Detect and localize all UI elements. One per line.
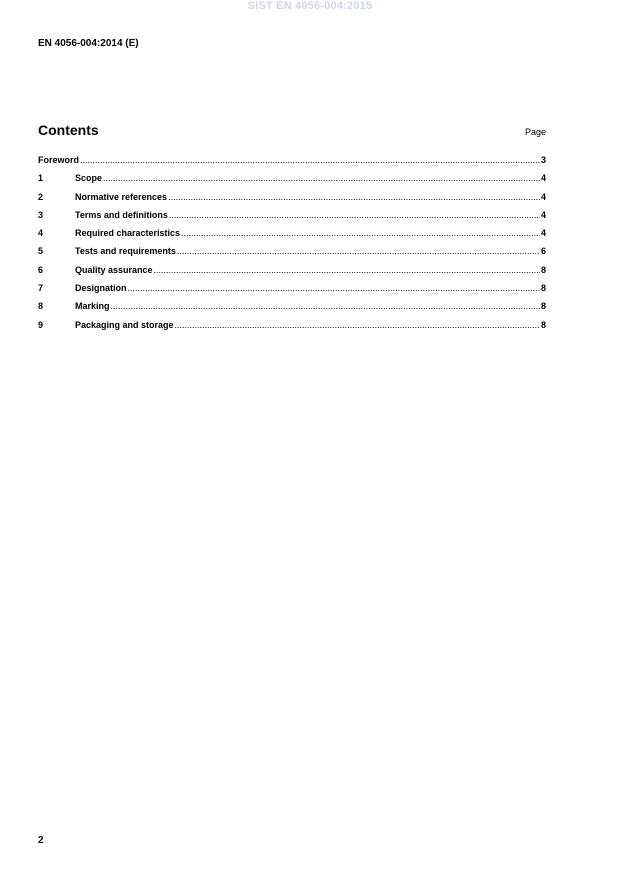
toc-entry-number: 5	[38, 246, 44, 257]
toc-entry-number: 8	[38, 301, 44, 312]
toc-entry-number: 3	[38, 209, 44, 220]
document-id: EN 4056-004:2014 (E)	[38, 38, 139, 49]
toc-entry-page[interactable]: 8	[540, 319, 546, 330]
toc-entry-page[interactable]: 4	[540, 228, 546, 239]
toc-leader-dots	[154, 265, 540, 275]
page-number: 2	[38, 835, 44, 846]
contents-title: Contents	[38, 122, 99, 138]
toc-entry-label[interactable]: Tests and requirements	[75, 246, 176, 257]
toc-entry-label[interactable]: Foreword	[38, 155, 80, 165]
toc-entry-number: 9	[38, 319, 44, 330]
toc-entry-required-characteristics[interactable]	[38, 228, 546, 246]
toc-entry-terms-and-definitions[interactable]	[38, 210, 546, 228]
toc-entry-label[interactable]: Marking	[75, 301, 110, 312]
toc-entry-page[interactable]: 8	[540, 264, 546, 275]
toc-entry-number: 7	[38, 283, 44, 294]
toc-entry-page[interactable]: 4	[540, 173, 546, 184]
contents-header	[38, 122, 546, 138]
toc-leader-dots	[103, 173, 540, 183]
toc-leader-dots	[168, 192, 540, 202]
toc-entry-page[interactable]: 6	[540, 246, 546, 257]
toc-entry-number: 1	[38, 173, 44, 184]
toc-leader-dots	[169, 210, 540, 220]
page-column-label: Page	[524, 127, 546, 137]
toc-entry-page[interactable]: 8	[540, 301, 546, 312]
toc-leader-dots	[128, 283, 540, 293]
toc-leader-dots	[181, 228, 540, 238]
toc-entry-number: 6	[38, 264, 44, 275]
toc-entry-designation[interactable]	[38, 283, 546, 301]
toc-entry-foreword[interactable]	[38, 155, 546, 173]
toc-entry-label[interactable]: Normative references	[75, 191, 168, 202]
toc-entry-number: 4	[38, 228, 44, 239]
toc-entry-scope[interactable]	[38, 173, 546, 191]
toc-leader-dots	[175, 320, 540, 330]
toc-leader-dots	[111, 301, 540, 311]
toc-leader-dots	[80, 155, 540, 165]
toc-entry-label[interactable]: Required characteristics	[75, 228, 181, 239]
toc-entry-normative-references[interactable]	[38, 192, 546, 210]
toc-entry-page[interactable]: 8	[540, 283, 546, 294]
toc-leader-dots	[177, 246, 540, 256]
toc-entry-number: 2	[38, 191, 44, 202]
toc-entry-label[interactable]: Packaging and storage	[75, 319, 174, 330]
toc-entry-packaging-and-storage[interactable]	[38, 320, 546, 338]
toc-entry-tests-and-requirements[interactable]	[38, 246, 546, 264]
toc-entry-quality-assurance[interactable]	[38, 265, 546, 283]
toc-entry-label[interactable]: Scope	[75, 173, 103, 184]
toc-entry-marking[interactable]	[38, 301, 546, 319]
table-of-contents	[38, 155, 546, 338]
toc-entry-label[interactable]: Quality assurance	[75, 264, 153, 275]
toc-entry-page[interactable]: 4	[540, 191, 546, 202]
toc-entry-page[interactable]: 3	[540, 155, 546, 165]
toc-entry-label[interactable]: Designation	[75, 283, 127, 294]
toc-entry-page[interactable]: 4	[540, 209, 546, 220]
toc-entry-label[interactable]: Terms and definitions	[75, 209, 168, 220]
watermark: SIST EN 4056-004:2015	[247, 0, 373, 12]
